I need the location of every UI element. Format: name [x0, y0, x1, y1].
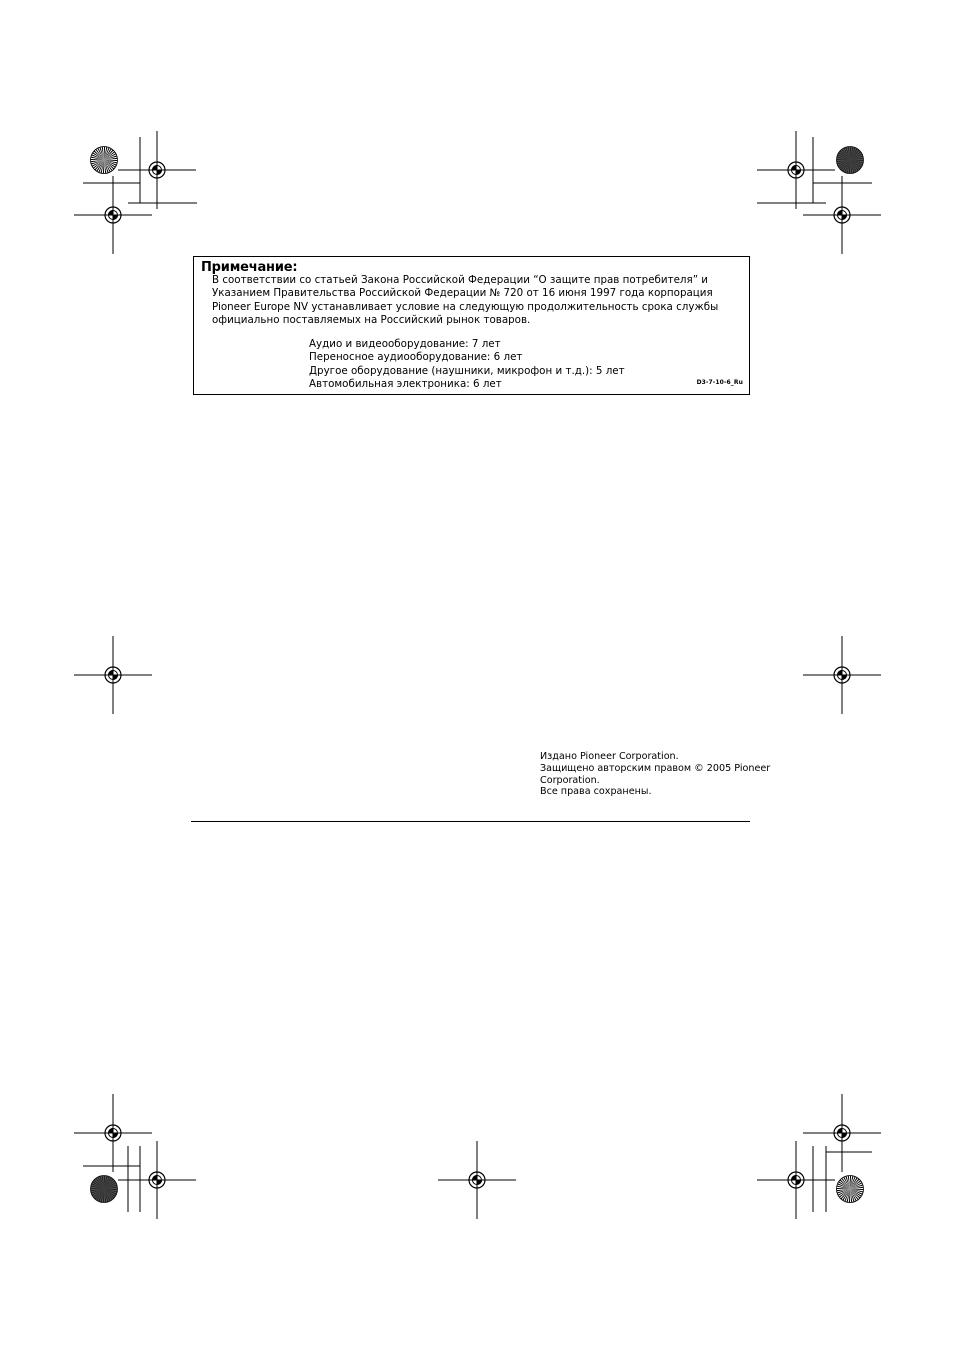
service-life-list: [309, 338, 625, 392]
registration-mark-icon: [118, 131, 196, 209]
note-paragraph-line: В соответствии со статьей Закона Российской Федерации “О защите прав потребителя” и: [212, 274, 708, 286]
publisher-info: [540, 751, 770, 798]
note-box: [193, 256, 750, 395]
list-item: Другое оборудование (наушники, микрофон и т.д.): 5 лет: [309, 364, 625, 377]
publisher-line: Все права сохранены.: [540, 786, 652, 798]
color-bar-starburst-icon: [837, 147, 864, 174]
registration-mark-icon: [803, 176, 881, 254]
color-bar-starburst-icon: [91, 1176, 118, 1203]
note-paragraph: [212, 274, 742, 328]
note-paragraph-line: Указанием Правительства Российской Федерации № 720 от 16 июня 1997 года корпорация: [212, 287, 713, 300]
registration-mark-icon: [757, 131, 835, 209]
publisher-line: Corporation.: [540, 774, 600, 786]
publisher-line: Защищено авторским правом © 2005 Pioneer: [540, 762, 771, 774]
registration-mark-icon: [74, 636, 152, 714]
color-bar-starburst-icon: [91, 147, 118, 174]
document-code: D3-7-10-6_Ru: [696, 379, 743, 386]
footer-rule: [191, 821, 750, 822]
registration-mark-icon: [757, 1141, 835, 1219]
note-paragraph-line: Pioneer Europe NV устанавливает условие на следующую продолжительность срока службы: [212, 300, 719, 313]
registration-mark-icon: [803, 1094, 881, 1172]
note-paragraph-line: официально поставляемых на Российский рынок товаров.: [212, 314, 531, 327]
list-item: Аудио и видеооборудование: 7 лет: [309, 338, 501, 350]
note-title: Примечание:: [201, 260, 298, 275]
list-item: Автомобильная электроника: 6 лет: [309, 378, 502, 391]
publisher-line: Издано Pioneer Corporation.: [540, 751, 679, 762]
list-item: Переносное аудиооборудование: 6 лет: [309, 351, 523, 364]
registration-mark-icon: [803, 636, 881, 714]
registration-mark-icon: [438, 1141, 516, 1219]
color-bar-starburst-icon: [837, 1176, 864, 1203]
registration-mark-icon: [118, 1141, 196, 1219]
